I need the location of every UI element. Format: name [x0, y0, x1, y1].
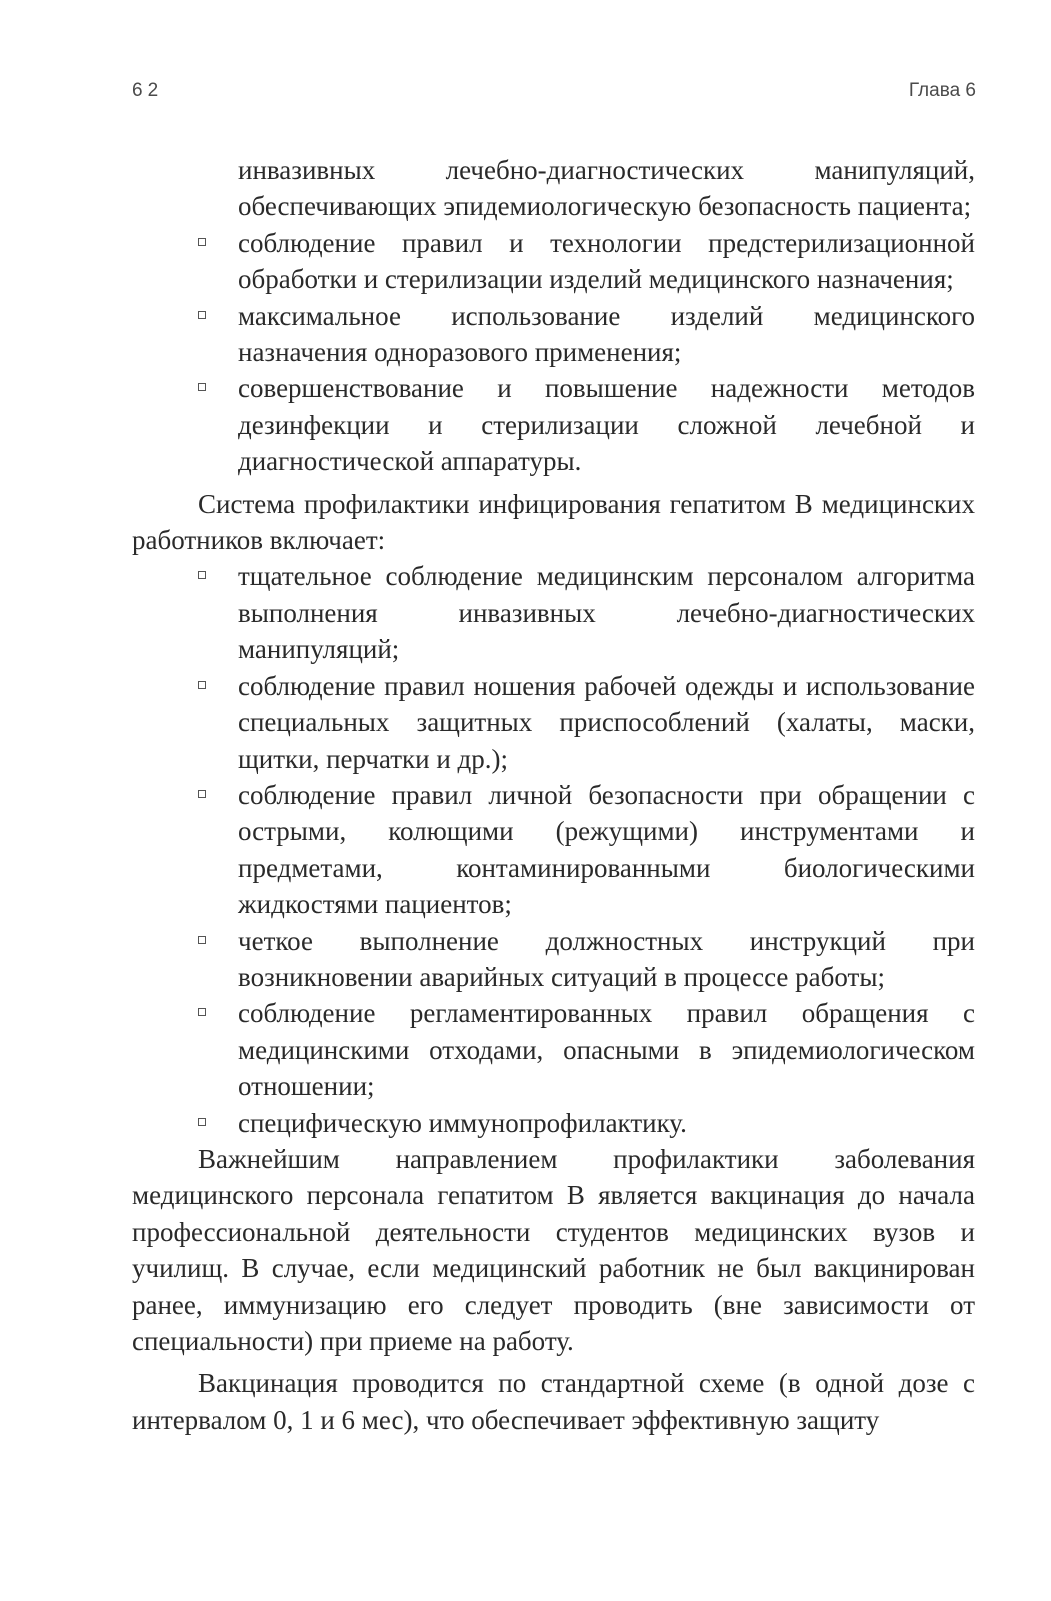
square-bullet-icon	[198, 681, 206, 689]
list-item-text: соблюдение правил ношения рабочей одежды и использование специальных защитных приспособлений (халаты, маски, щитки, перчатки и др.);	[238, 670, 975, 774]
list-item-text: соблюдение правил личной безопасности при обращении с острыми, колющими (режущими) инструментами и предметами, контаминированными биологическими жидкостями пациентов;	[238, 779, 975, 920]
paragraph: Вакцинация проводится по стандартной схеме (в одной дозе с интервалом 0, 1 и 6 мес), что обеспечивает эффективную защиту	[132, 1368, 975, 1435]
list-item-text: соблюдение регламентированных правил обращения с медицинскими отходами, опасными в эпидемиологическом отношении;	[238, 998, 975, 1102]
square-bullet-icon	[198, 1008, 206, 1016]
list-item	[132, 995, 975, 1104]
list-item-text: совершенствование и повышение надежности методов дезинфекции и стерилизации сложной лечебной и диагностической аппаратуры.	[238, 373, 975, 477]
paragraph: Важнейшим направлением профилактики заболевания медицинского персонала гепатитом В является вакцинация до начала профессиональной деятельности студентов медицинских вузов и училищ. В случае, если медицинский работник не был вакцинирован ранее, иммунизацию его следует проводить (вне зависимости от специальности) при приеме на работу.	[132, 1143, 975, 1356]
running-header	[132, 80, 976, 110]
list-item-text: тщательное соблюдение медицинским персоналом алгоритма выполнения инвазивных лечебно-диагностических манипуляций;	[238, 561, 975, 665]
square-bullet-icon	[198, 238, 206, 246]
list-item-text: четкое выполнение должностных инструкций при возникновении аварийных ситуаций в процессе работы;	[238, 925, 975, 992]
list-item	[132, 298, 975, 371]
page-number: 62	[132, 80, 164, 101]
list-item	[132, 558, 975, 667]
list-item-text: максимальное использование изделий медицинского назначения одноразового применения;	[238, 300, 975, 368]
list-item	[132, 777, 975, 923]
bullet-list-2	[132, 558, 975, 1141]
list-item-text: специфическую иммунопрофилактику.	[238, 1107, 687, 1138]
list-item	[132, 668, 975, 777]
paragraph: Система профилактики инфицирования гепатитом В медицинских работников включает:	[132, 488, 975, 556]
square-bullet-icon	[198, 1118, 206, 1126]
square-bullet-icon	[198, 790, 206, 798]
list-item	[132, 370, 975, 479]
list-item	[132, 1105, 975, 1141]
square-bullet-icon	[198, 383, 206, 391]
continued-list-item: инвазивных лечебно-диагностических манипуляций, обеспечивающих эпидемиологическую безопасность пациента;	[238, 155, 975, 222]
chapter-title: Глава 6	[908, 80, 976, 101]
page-body	[132, 152, 975, 1438]
square-bullet-icon	[198, 571, 206, 579]
square-bullet-icon	[198, 311, 206, 319]
square-bullet-icon	[198, 936, 206, 944]
bullet-list-1	[132, 225, 975, 480]
list-item	[132, 923, 975, 996]
list-item-text: соблюдение правил и технологии предстерилизационной обработки и стерилизации изделий медицинского назначения;	[238, 227, 975, 295]
list-item	[132, 225, 975, 298]
